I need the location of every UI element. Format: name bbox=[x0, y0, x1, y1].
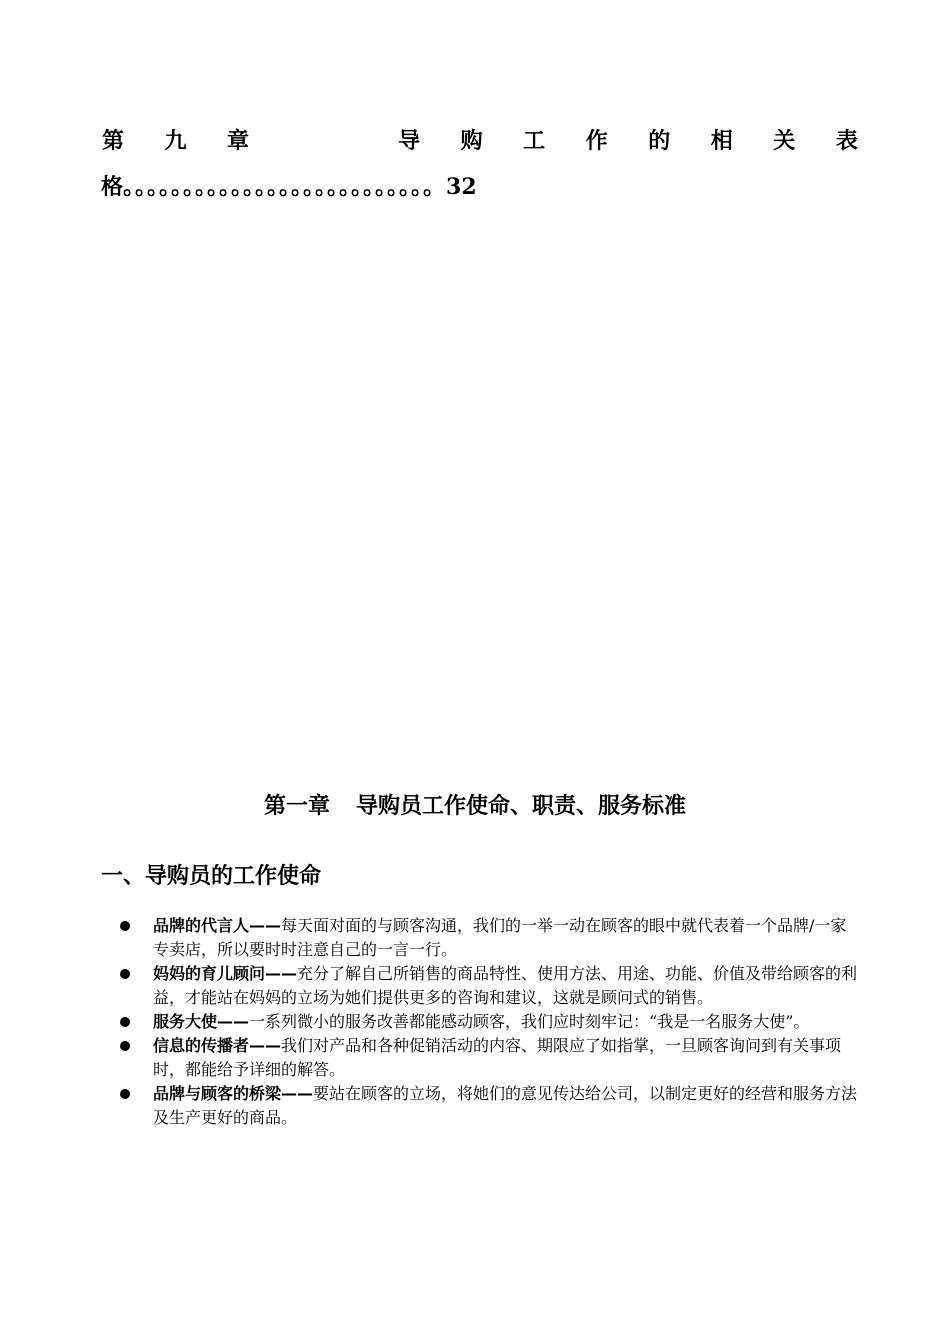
toc-char: 关 bbox=[773, 128, 796, 154]
bullet-dot-icon bbox=[120, 1089, 130, 1099]
chapter-subtitle: 导购员工作使命、职责、服务标准 bbox=[356, 794, 687, 819]
toc-page-number: 32 bbox=[446, 174, 477, 200]
toc-char: 导 bbox=[398, 128, 421, 154]
toc-char: 工 bbox=[523, 128, 546, 154]
table-of-contents-entry[interactable] bbox=[101, 118, 859, 210]
list-item bbox=[117, 962, 859, 1010]
bullet-term: 品牌的代言人—— bbox=[153, 916, 282, 935]
bullet-term: 妈妈的育儿顾问—— bbox=[153, 964, 298, 983]
bullet-text: 每天面对面的与顾客沟通，我们的一举一动在顾客的眼中就代表着一个品牌/一家专卖店，所以要时时注意自己的一言一行。 bbox=[153, 916, 847, 959]
list-item bbox=[117, 1010, 859, 1034]
toc-leader-dots: 。。。。。。。。。。。。。。。。。。。。。。。。。。 bbox=[123, 174, 447, 200]
bullet-dot-icon bbox=[120, 969, 130, 979]
chapter-number: 第一章 bbox=[263, 794, 330, 819]
bullet-text: 要站在顾客的立场，将她们的意见传达给公司，以制定更好的经营和服务方法及生产更好的商品。 bbox=[153, 1084, 858, 1127]
bullet-term: 品牌与顾客的桥梁—— bbox=[153, 1084, 314, 1103]
toc-char: 作 bbox=[585, 128, 608, 154]
list-item bbox=[117, 1034, 859, 1082]
list-item bbox=[117, 1082, 859, 1130]
toc-gap bbox=[289, 118, 359, 164]
bullet-term: 服务大使—— bbox=[153, 1012, 250, 1031]
section-heading: 一、导购员的工作使命 bbox=[101, 864, 322, 889]
toc-char: 购 bbox=[460, 128, 483, 154]
toc-line-1 bbox=[101, 118, 859, 164]
toc-char: 表 bbox=[835, 128, 858, 154]
toc-last-char: 格 bbox=[101, 174, 124, 200]
toc-line-2 bbox=[101, 164, 859, 210]
bullet-text: 充分了解自己所销售的商品特性、使用方法、用途、功能、价值及带给顾客的利益，才能站在妈妈的立场为她们提供更多的咨询和建议，这就是顾问式的销售。 bbox=[153, 964, 858, 1007]
bullet-term: 信息的传播者—— bbox=[153, 1036, 282, 1055]
bullet-text: 我们对产品和各种促销活动的内容、期限应了如指掌，一旦顾客询问到有关事项时，都能给予详细的解答。 bbox=[153, 1036, 842, 1079]
bullet-dot-icon bbox=[120, 1041, 130, 1051]
toc-char: 的 bbox=[648, 128, 671, 154]
toc-char: 第 bbox=[101, 128, 124, 154]
chapter-title bbox=[0, 790, 950, 824]
bullet-dot-icon bbox=[120, 1017, 130, 1027]
toc-char: 九 bbox=[164, 128, 187, 154]
bullet-dot-icon bbox=[120, 921, 130, 931]
toc-char: 章 bbox=[227, 128, 250, 154]
toc-char: 相 bbox=[710, 128, 733, 154]
bullet-text: 一系列微小的服务改善都能感动顾客，我们应时刻牢记：“我是一名服务大使”。 bbox=[249, 1012, 810, 1031]
list-item bbox=[117, 914, 859, 962]
mission-bullet-list bbox=[117, 914, 859, 1130]
